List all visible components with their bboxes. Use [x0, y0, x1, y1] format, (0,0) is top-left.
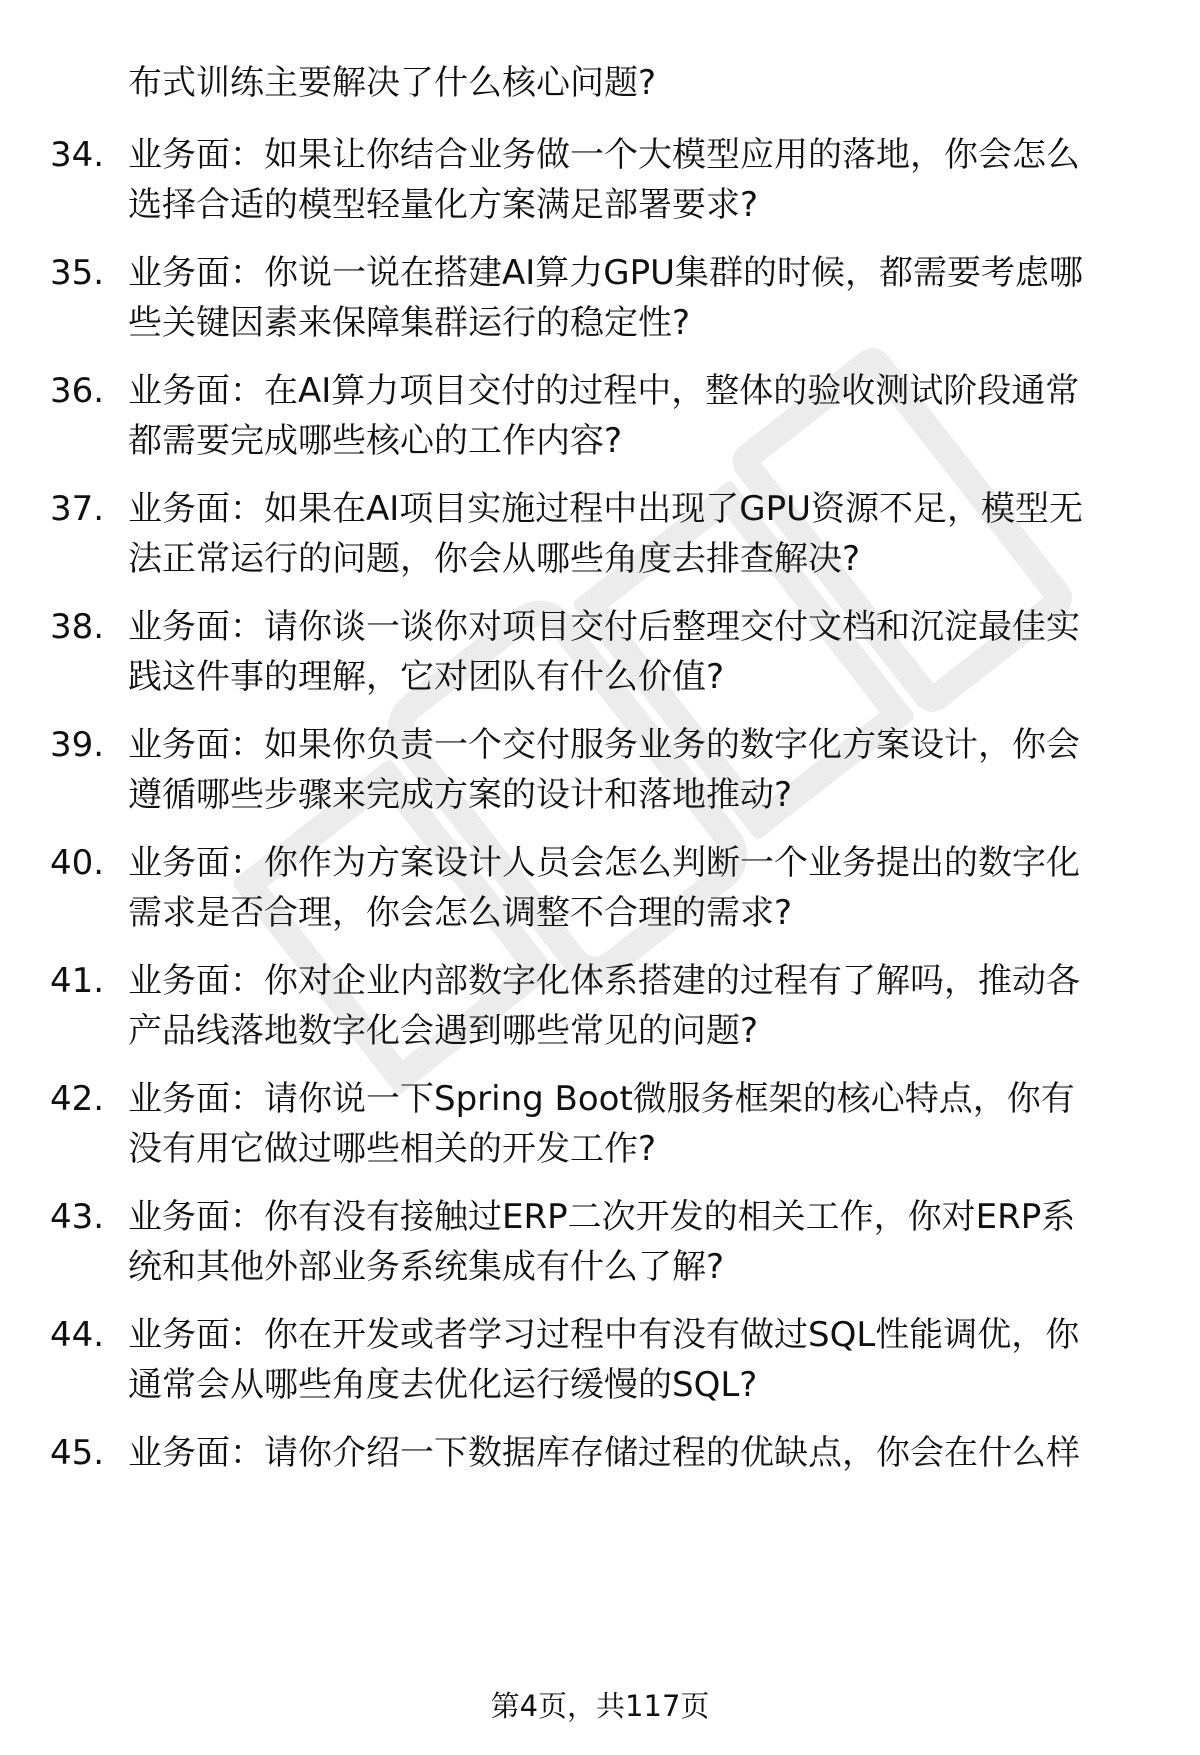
item-text-line: 践这件事的理解，它对团队有什么价值? — [128, 657, 725, 697]
item-text-line: 统和其他外部业务系统集成有什么了解? — [128, 1247, 725, 1287]
page-footer: 第4页，共117页 — [490, 1689, 710, 1723]
item-text-line: 业务面：如果你负责一个交付服务业务的数字化方案设计，你会 — [128, 725, 1080, 765]
item-text-line: 选择合适的模型轻量化方案满足部署要求? — [128, 185, 759, 225]
item-text-line: 产品线落地数字化会遇到哪些常见的问题? — [128, 1011, 759, 1051]
item-number: 40. — [50, 843, 105, 883]
item-text-line: 通常会从哪些角度去优化运行缓慢的SQL? — [128, 1365, 758, 1405]
list-item-34 — [0, 130, 1200, 240]
item-number: 37. — [50, 489, 105, 529]
list-item-40 — [0, 838, 1200, 948]
item-number: 43. — [50, 1197, 105, 1237]
item-text-line: 业务面：你作为方案设计人员会怎么判断一个业务提出的数字化 — [128, 843, 1080, 883]
item-number: 45. — [50, 1433, 105, 1473]
list-item-44 — [0, 1310, 1200, 1420]
item-number: 38. — [50, 607, 105, 647]
item-text-line: 业务面：你说一说在搭建AI算力GPU集群的时候，都需要考虑哪 — [128, 253, 1084, 293]
item-text-line: 业务面：你对企业内部数字化体系搭建的过程有了解吗，推动各 — [128, 961, 1080, 1001]
item-number: 34. — [50, 135, 105, 175]
item-text-line: 些关键因素来保障集群运行的稳定性? — [128, 303, 691, 343]
item-text-line: 业务面：如果在AI项目实施过程中出现了GPU资源不足，模型无 — [128, 489, 1084, 529]
item-text-line: 业务面：你在开发或者学习过程中有没有做过SQL性能调优，你 — [128, 1315, 1080, 1355]
item-text-line: 业务面：请你介绍一下数据库存储过程的优缺点，你会在什么样 — [128, 1433, 1080, 1473]
item-number: 39. — [50, 725, 105, 765]
list-item-41 — [0, 956, 1200, 1066]
item-number: 44. — [50, 1315, 105, 1355]
item-number: 41. — [50, 961, 105, 1001]
list-item-45 — [0, 1428, 1200, 1538]
item-text-line: 业务面：在AI算力项目交付的过程中，整体的验收测试阶段通常 — [128, 371, 1080, 411]
item-text-line: 需求是否合理，你会怎么调整不合理的需求? — [128, 893, 793, 933]
item-text-line: 业务面：如果让你结合业务做一个大模型应用的落地，你会怎么 — [128, 135, 1080, 175]
list-item-43 — [0, 1192, 1200, 1302]
item-text-line: 业务面：请你说一下Spring Boot微服务框架的核心特点，你有 — [128, 1079, 1075, 1119]
item-text-line: 业务面：请你谈一谈你对项目交付后整理交付文档和沉淀最佳实 — [128, 607, 1080, 647]
item-text-line: 遵循哪些步骤来完成方案的设计和落地推动? — [128, 775, 793, 815]
item-number: 42. — [50, 1079, 105, 1119]
list-item-39 — [0, 720, 1200, 830]
item-text-line: 都需要完成哪些核心的工作内容? — [128, 421, 623, 461]
item-number: 35. — [50, 253, 105, 293]
item-text-line: 没有用它做过哪些相关的开发工作? — [128, 1129, 657, 1169]
item-number: 36. — [50, 371, 105, 411]
list-item-42 — [0, 1074, 1200, 1184]
list-item-36 — [0, 366, 1200, 476]
item-text-line: 法正常运行的问题，你会从哪些角度去排查解决? — [128, 539, 861, 579]
item-text-line: 业务面：你有没有接触过ERP二次开发的相关工作，你对ERP系 — [128, 1197, 1076, 1237]
list-item-35 — [0, 248, 1200, 358]
list-item-38 — [0, 602, 1200, 712]
list-item-37 — [0, 484, 1200, 594]
continued-text: 布式训练主要解决了什么核心问题? — [128, 63, 657, 103]
